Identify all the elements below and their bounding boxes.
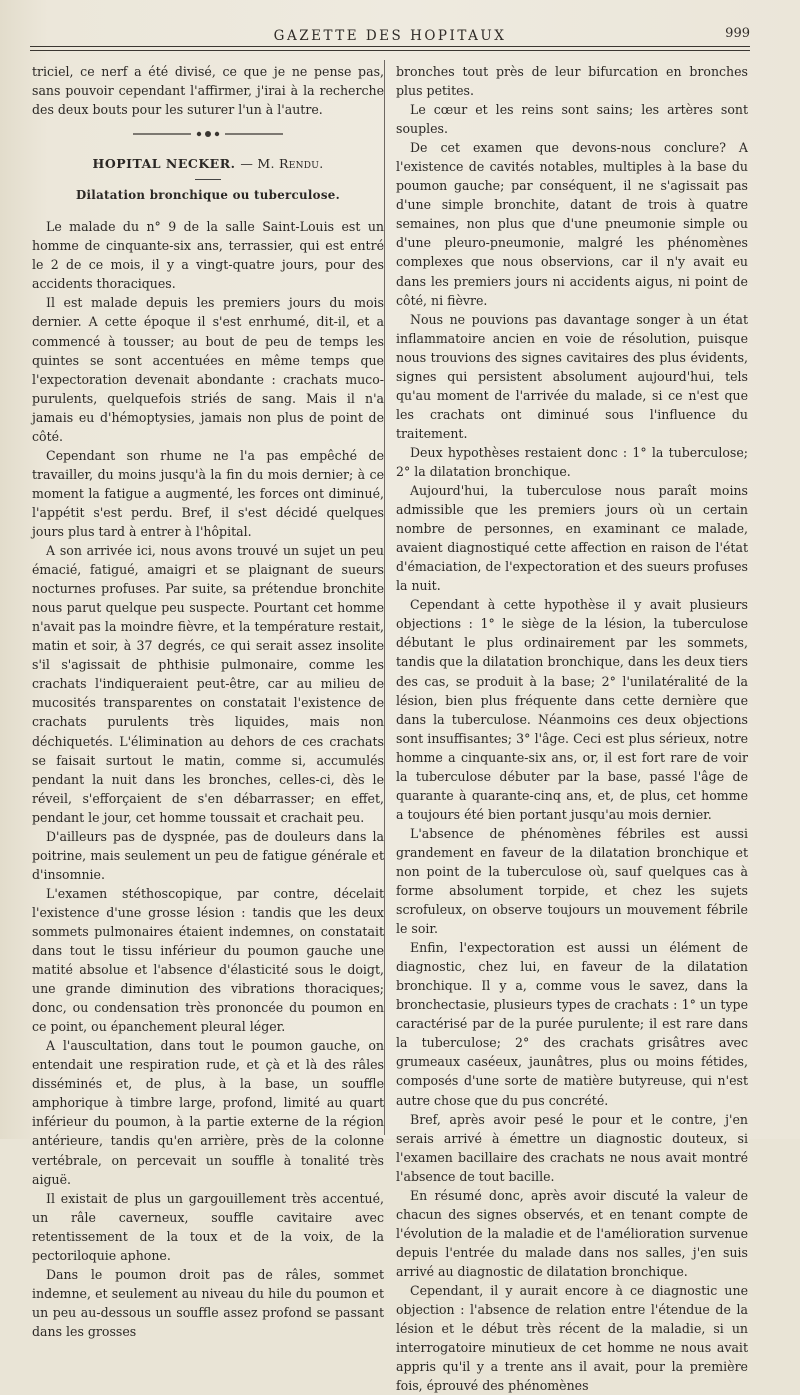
paragraph: De cet examen que devons-nous conclure? A l'existence de cavités notables, multiples à la base du poumon gauche; par conséquent, il ne s'agissait pas d'une simple bronchite, datant de trois à quatre semaines, non plus que d'une pneumonie simple ou d'une pleuro-pneumonie, malgré les phénomènes complexes que nous observions, car il n'y avait eu dans les premiers jours ni accidents aigus, ni point de côté, ni fièvre. xyxy=(396,140,748,308)
ornament-divider xyxy=(133,128,283,140)
paragraph: Cependant, il y aurait encore à ce diagnostic une objection : l'absence de relation entre l'étendue de la lésion et le début très récent de la maladie, si un interrogatoire minutieux de cet homme ne nous avait appris qu'il y a trente ans il avait, pour la première fois, éprouvé des phénomènes xyxy=(396,1283,748,1394)
paragraph: Il est malade depuis les premiers jours du mois dernier. A cette époque il s'est enrhumé, dit-il, et a commencé à tousser; au bout de peu de temps les quintes se sont accentuées en même temps que l'expectoration devenait abondante : crachats muco-purulents, quelquefois striés de sang. Mais il n'a jamais eu d'hémoptysies, jamais non plus de point de côté. xyxy=(32,295,384,444)
previous-article-end: triciel, ce nerf a été divisé, ce que je ne pense pas, sans pouvoir cependant l'affirmer, j'irai à la recherche des deux bouts pour les suturer l'un à l'autre. xyxy=(32,64,384,118)
paragraph: Il existait de plus un gargouillement très accentué, un râle caverneux, souffle cavitaire avec retentissement de la toux et de la voix, de la pectoriloquie aphone. xyxy=(32,1190,384,1263)
page-header xyxy=(30,22,750,44)
section-heading xyxy=(32,154,384,173)
paragraph: Cependant son rhume ne l'a pas empêché de travailler, du moins jusqu'à la fin du mois dernier; à ce moment la fatigue a augmenté, les forces ont diminué, l'appétit s'est perdu. Bref, il s'est décidé quelques jours plus tard à entrer à l'hôpital. xyxy=(32,447,384,539)
paragraph: L'absence de phénomènes fébriles est aussi grandement en faveur de la dilatation bronchique et non point de la tuberculose où, sauf quelques cas à forme absolument torpide, et chez les sujets scrofuleux, on observe toujours un mouvement fébrile le soir. xyxy=(396,825,748,937)
continued-paragraph: bronches tout près de leur bifurcation en bronches plus petites. xyxy=(396,64,748,99)
header-rule-thin xyxy=(30,50,750,51)
left-column xyxy=(32,62,384,1341)
paragraph: Dans le poumon droit pas de râles, sommet indemne, et seulement au niveau du hile du poumon et un peu au-dessous un souffle assez profond se passant dans les grosses xyxy=(32,1266,384,1339)
paragraph: Aujourd'hui, la tuberculose nous paraît moins admissible que les premiers jours où un certain nombre de personnes, en examinant ce malade, avaient diagnostiqué cette affection en raison de l'état d'émaciation, de l'expectoration et des sueurs profuses la nuit. xyxy=(396,483,748,594)
paragraph: Le cœur et les reins sont sains; les artères sont souples. xyxy=(396,102,748,137)
header-rule xyxy=(30,46,750,47)
paragraph: L'examen stéthoscopique, par contre, décelait l'existence d'une grosse lésion : tandis que les deux sommets pulmonaires étaient indemnes, on constatait dans tout le tissu inférieur du poumon gauche une matité absolue et l'absence d'élasticité sous le doigt, une grande diminution des vibrations thoraciques; donc, ou condensation très prononcée du poumon en ce point, ou épanchement pleural léger. xyxy=(32,885,384,1035)
running-title: GAZETTE DES HOPITAUX xyxy=(273,28,507,44)
paragraph: En résumé donc, après avoir discuté la valeur de chacun des signes observés, et en tenant compte de l'évolution de la maladie et de l'amélioration survenue depuis l'entrée du malade dans nos salles, j'en suis arrivé au diagnostic de dilatation bronchique. xyxy=(396,1187,748,1279)
paragraph: Enfin, l'expectoration est aussi un élément de diagnostic, chez lui, en faveur de la dilatation bronchique. Il y a, comme vous le savez, dans la bronchectasie, plusieurs types de crachats : 1° un type caractérisé par de la purée purulente; il est rare dans la tuberculose; 2° des crachats grisâtres avec grumeaux caséeux, jaunâtres, plus ou moins fétides, composés d'une sorte de matière butyreuse, qui n'est autre chose que du pus concrété. xyxy=(396,940,748,1108)
column-divider xyxy=(384,60,385,1135)
right-column xyxy=(396,62,748,1395)
title-rule xyxy=(195,179,221,180)
paragraph: Nous ne pouvions pas davantage songer à un état inflammatoire ancien en voie de résolution, puisque nous trouvions des signes cavitaires des plus évidents, signes qui persistent absolument aujourd'hui, tels qu'au moment de l'arrivée du malade, si ce n'est que les crachats ont diminué sous l'influence du traitement. xyxy=(396,311,748,441)
hospital-name: HOPITAL NECKER. xyxy=(92,156,236,172)
paragraph: D'ailleurs pas de dyspnée, pas de douleurs dans la poitrine, mais seulement un peu de fatigue générale et d'insomnie. xyxy=(32,828,384,882)
paragraph: A l'auscultation, dans tout le poumon gauche, on entendait une respiration rude, et çà et là des râles disséminés et, de plus, à la base, un souffle amphorique à timbre large, profond, limité au quart inférieur du poumon, à la partie externe de la région antérieure, tandis qu'en arrière, près de la colonne vertébrale, on percevait un souffle à tonalité très aiguë. xyxy=(32,1038,384,1187)
paragraph: A son arrivée ici, nous avons trouvé un sujet un peu émacié, fatigué, amaigri et se plaignant de sueurs nocturnes profuses. Par suite, sa prétendue bronchite nous parut quelque peu suspecte. Pourtant cet homme n'avait pas la moindre fièvre, et la température restait, matin et soir, à 37 degrés, ce qui serait assez insolite s'il s'agissait de phthisie pulmonaire, comme les crachats l'indiqueraient peut-être, car au milieu de mucosités transparentes on constatait l'existence de crachats purulents très liquides, mais non déchiquetés. L'élimination au dehors de ces crachats se faisait surtout le matin, comme si, accumulés pendant la nuit dans les bronches, celles-ci, dès le réveil, s'efforçaient de s'en débarrasser; en effet, pendant le jour, cet homme toussait et crachait peu. xyxy=(32,543,384,825)
article-title: Dilatation bronchique ou tuberculose. xyxy=(75,188,340,203)
page-number: 999 xyxy=(725,26,750,41)
paragraph: Bref, après avoir pesé le pour et le contre, j'en serais arrivé à émettre un diagnostic douteux, si l'examen bacillaire des crachats ne nous avait montré l'absence de tout bacille. xyxy=(396,1111,748,1184)
paragraph: Deux hypothèses restaient donc : 1° la tuberculose; 2° la dilatation bronchique. xyxy=(396,444,748,479)
paragraph: Cependant à cette hypothèse il y avait plusieurs objections : 1° le siège de la lésion, la tuberculose débutant le plus ordinairement par les sommets, tandis que la dilatation bronchique, dans les deux tiers des cas, se produit à la base; 2° l'unilatéralité de la lésion, bien plus fréquente dans cette dernière que dans la tuberculose. Néanmoins ces deux objections sont insuffisantes; 3° l'âge. Ceci est plus sérieux, notre homme a cinquante-six ans, or, il est fort rare de voir la tuberculose débuter par la base, passé l'âge de quarante à quarante-cinq ans, et, de plus, cet homme a toujours été bien portant jusqu'au mois dernier. xyxy=(396,597,748,822)
author-name: — M. Rendu. xyxy=(240,156,324,172)
paragraph: Le malade du n° 9 de la salle Saint-Louis est un homme de cinquante-six ans, terrassier, qui est entré le 2 de ce mois, il y a vingt-quatre jours, pour des accidents thoraciques. xyxy=(32,219,384,292)
